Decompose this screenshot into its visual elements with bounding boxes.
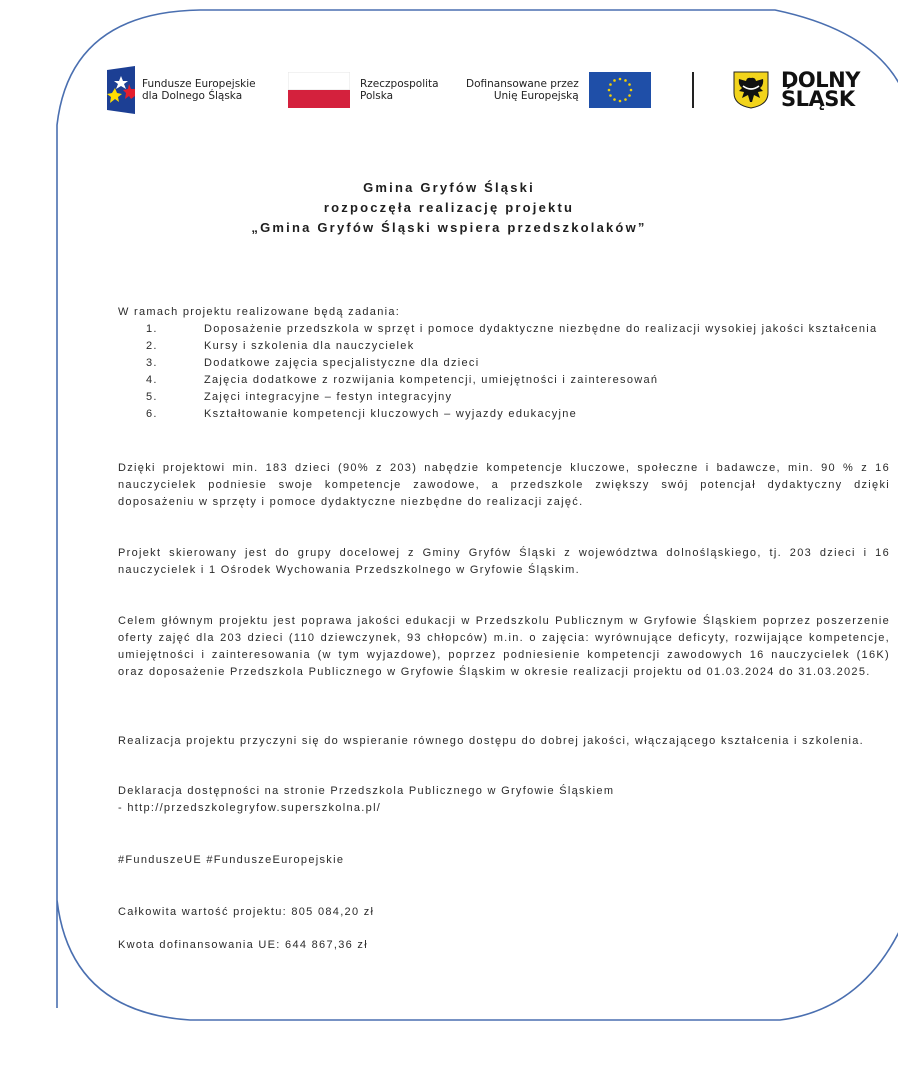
ue-line2: Unię Europejską bbox=[493, 90, 579, 102]
list-item bbox=[118, 372, 890, 389]
rp-line2: Polska bbox=[360, 90, 394, 102]
dolny-slask-wordmark bbox=[781, 68, 860, 111]
title-line-3: „Gmina Gryfów Śląski wspiera przedszkolaków” bbox=[251, 220, 647, 235]
list-item-text: Zajęci integracyjne – festyn integracyjny bbox=[204, 391, 453, 403]
eu-star bbox=[624, 79, 627, 82]
tasks-section bbox=[118, 304, 890, 423]
list-item-text: Dodatkowe zajęcia specjalistyczne dla dzieci bbox=[204, 357, 480, 369]
title-line-2: rozpoczęła realizację projektu bbox=[323, 200, 575, 215]
accessibility-declaration bbox=[118, 783, 890, 817]
rzeczpospolita-label bbox=[360, 78, 439, 102]
total-project-value: Całkowita wartość projektu: 805 084,20 zł bbox=[118, 906, 375, 918]
eu-star bbox=[628, 83, 631, 86]
eu-star bbox=[618, 78, 621, 81]
ds-line2: ŚLĄSK bbox=[781, 87, 855, 111]
rp-line1: Rzeczpospolita bbox=[360, 78, 439, 90]
accessibility-link[interactable]: - http://przedszkolegryfow.superszkolna.pl/ bbox=[118, 802, 382, 814]
fundusze-europejskie-logo bbox=[107, 66, 256, 114]
silesian-eagle-crest-icon bbox=[733, 71, 769, 109]
accessibility-text: Deklaracja dostępności na stronie Przedszkola Publicznego w Gryfowie Śląskiem bbox=[118, 785, 615, 797]
eu-star bbox=[607, 89, 610, 92]
benefits-paragraph: Dzięki projektowi min. 183 dzieci (90% z 203) nabędzie kompetencje kluczowe, społeczne i badawcze, min. 90 % z 16 nauczycielek podniesie swoje kompetencje zawodowe, a przedszkole zwiększy swój potencjał dydaktyczny dzięki doposażeniu w sprzęty i pomoce dydaktyczne niezbędne do realizacji zajęć. bbox=[118, 462, 890, 508]
list-item-number: 3. bbox=[146, 357, 158, 369]
list-item-number: 6. bbox=[146, 408, 158, 420]
list-item bbox=[118, 389, 890, 406]
fundusze-line1: Fundusze Europejskie bbox=[142, 78, 256, 90]
hashtags: #FunduszeUE #FunduszeEuropejskie bbox=[118, 854, 345, 866]
list-item bbox=[118, 406, 890, 423]
impact-paragraph: Realizacja projektu przyczyni się do wspieranie równego dostępu do dobrej jakości, włączającego kształcenia i szkolenia. bbox=[118, 735, 865, 747]
eu-star bbox=[613, 79, 616, 82]
tasks-intro: W ramach projektu realizowane będą zadania: bbox=[118, 306, 401, 318]
list-item bbox=[118, 338, 890, 355]
eu-star bbox=[613, 98, 616, 101]
project-goal-paragraph: Celem głównym projektu jest poprawa jakości edukacji w Przedszkolu Publicznym w Gryfowie Śląskiem poprzez poszerzenie oferty zajęć dla 203 dzieci (110 dziewczynek, 93 chłopców) m.in. o zajęcia: wyrównujące deficyty, rozwijające kompetencje, umiejętności i zainteresowania (w tym wyjazdowe), poprzez podniesienie kompetencji zawodowych 16 nauczycielek (16K) oraz doposażenie Przedszkola Publicznego w Gryfowie Śląskim w okresie realizacji projektu od 01.03.2024 do 31.03.2025. bbox=[118, 615, 890, 678]
title-line-1: Gmina Gryfów Śląski bbox=[363, 180, 535, 195]
logo-separator bbox=[692, 72, 694, 108]
eu-funding-amount: Kwota dofinansowania UE: 644 867,36 zł bbox=[118, 939, 368, 951]
eu-star bbox=[629, 89, 632, 92]
list-item-text: Doposażenie przedszkola w sprzęt i pomoce dydaktyczne niezbędne do realizacji wysokiej jakości kształcenia bbox=[204, 323, 878, 335]
logo-bar bbox=[0, 66, 898, 116]
list-item-number: 4. bbox=[146, 374, 158, 386]
eu-star bbox=[628, 94, 631, 97]
fundusze-line2: dla Dolnego Śląska bbox=[142, 90, 243, 102]
ds-line1: DOLNY bbox=[781, 68, 860, 92]
eu-funding-logo bbox=[466, 72, 651, 108]
list-item-text: Kursy i szkolenia dla nauczycielek bbox=[204, 340, 415, 352]
poland-flag-icon bbox=[288, 72, 350, 108]
list-item-text: Kształtowanie kompetencji kluczowych – wyjazdy edukacyjne bbox=[204, 408, 578, 420]
fundusze-europejskie-icon bbox=[107, 66, 135, 114]
fundusze-europejskie-label bbox=[142, 78, 256, 102]
ue-line1: Dofinansowane przez bbox=[466, 78, 579, 90]
eu-star bbox=[618, 100, 621, 103]
list-item-number: 5. bbox=[146, 391, 158, 403]
eu-funding-label bbox=[466, 78, 579, 102]
announcement-title bbox=[0, 178, 898, 238]
list-item-text: Zajęcia dodatkowe z rozwijania kompetencji, umiejętności i zainteresowań bbox=[204, 374, 659, 386]
list-item bbox=[118, 355, 890, 372]
eu-flag-icon bbox=[589, 72, 651, 108]
eu-star bbox=[609, 83, 612, 86]
list-item-number: 1. bbox=[146, 323, 158, 335]
eu-star bbox=[609, 94, 612, 97]
list-item-number: 2. bbox=[146, 340, 158, 352]
list-item bbox=[118, 321, 890, 338]
eu-star bbox=[624, 98, 627, 101]
rzeczpospolita-polska-logo bbox=[288, 72, 439, 108]
target-group-paragraph: Projekt skierowany jest do grupy docelowej z Gminy Gryfów Śląski z województwa dolnośląskiego, tj. 203 dzieci i 16 nauczycielek i 1 Ośrodek Wychowania Przedszkolnego w Gryfowie Śląskim. bbox=[118, 547, 890, 576]
dolny-slask-logo bbox=[733, 68, 860, 111]
tasks-list bbox=[118, 321, 890, 423]
